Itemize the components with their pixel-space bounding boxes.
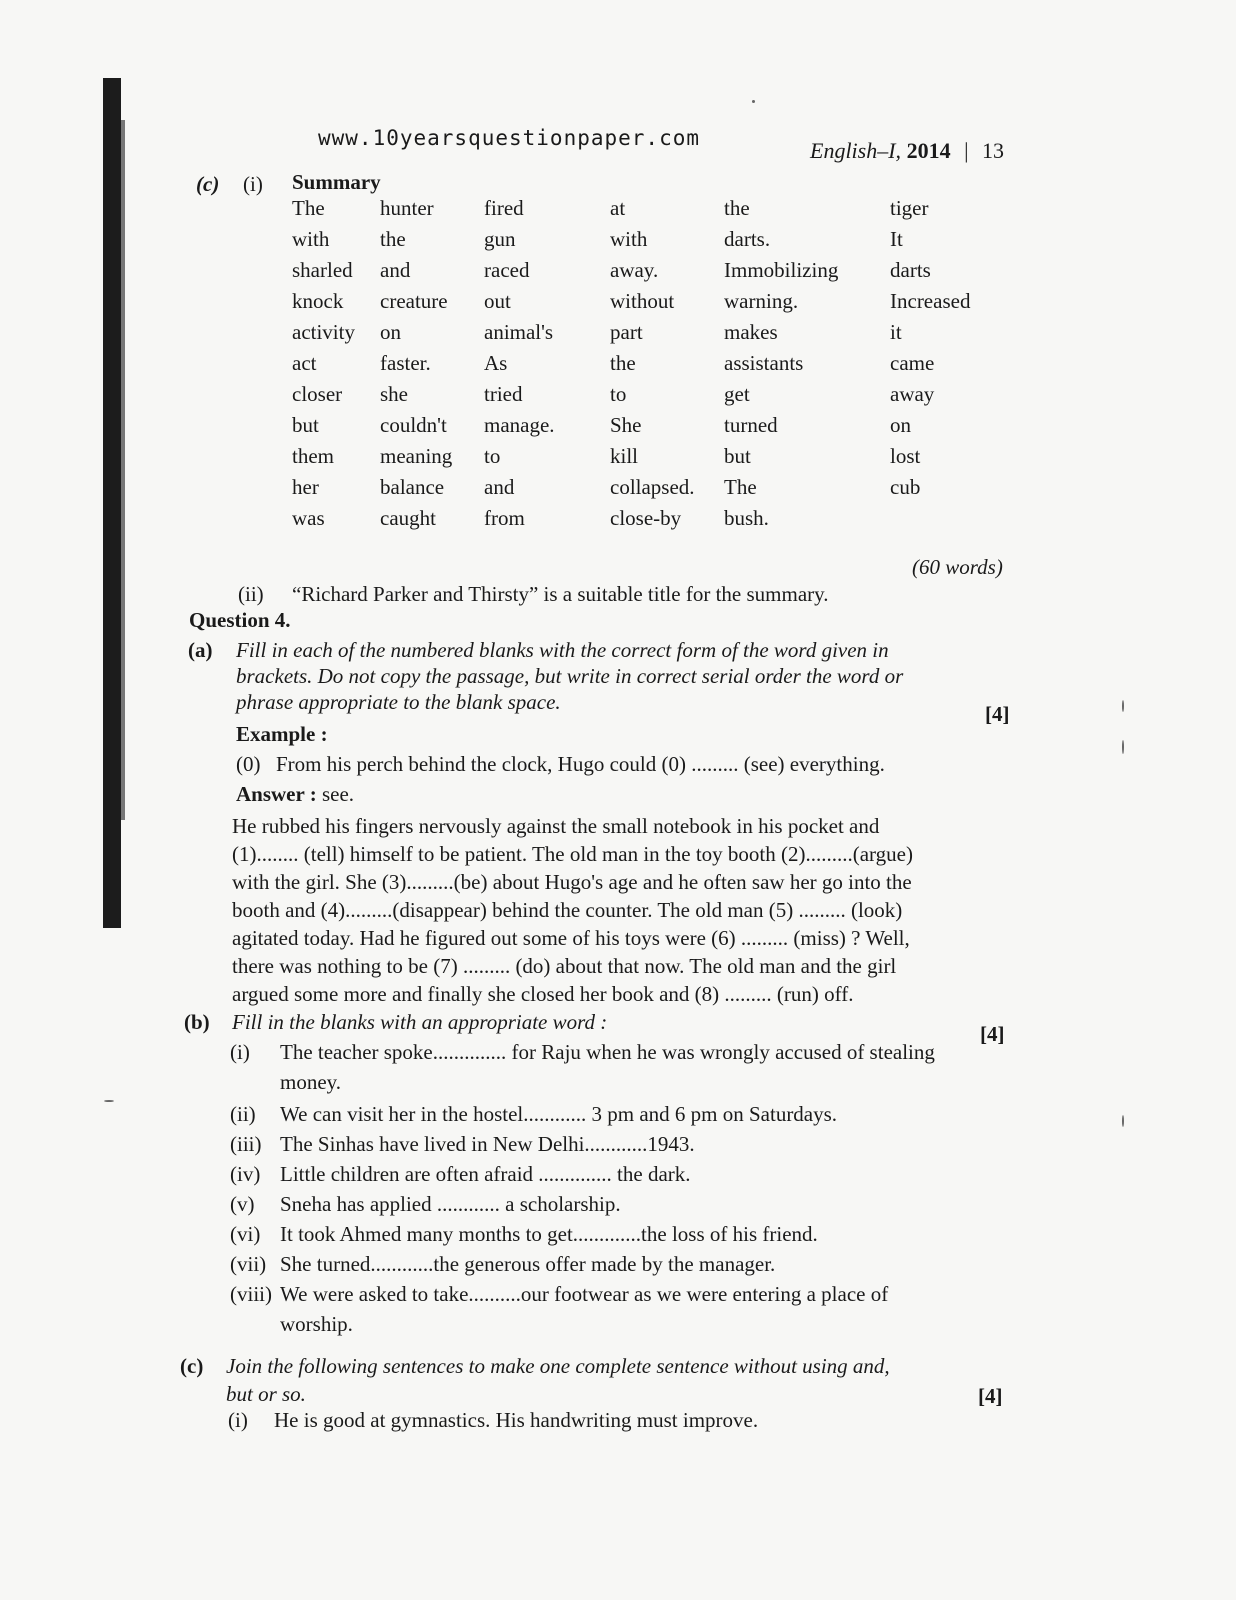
blank-item-text: The teacher spoke.............. for Raju when he was wrongly accused of stealing xyxy=(280,1040,935,1064)
summary-word: It xyxy=(890,227,903,251)
part-c-join-instruction xyxy=(226,1352,890,1408)
word-count: (60 words) xyxy=(912,555,1003,579)
blank-item-num: (iii) xyxy=(230,1132,262,1156)
summary-word: her xyxy=(292,475,319,499)
part-c-label: (c) xyxy=(196,172,220,196)
summary-word: The xyxy=(724,475,757,499)
answer-text: see. xyxy=(316,782,355,806)
summary-word: the xyxy=(380,227,406,251)
summary-word: She xyxy=(610,413,642,437)
summary-word: tiger xyxy=(890,196,929,220)
summary-word: sharled xyxy=(292,258,353,282)
summary-word: balance xyxy=(380,475,445,499)
scan-binding-edge xyxy=(103,78,121,928)
summary-word: get xyxy=(724,382,750,406)
marks-b: [4] xyxy=(980,1022,1005,1046)
summary-word: collapsed. xyxy=(610,475,695,499)
instruction-line: Fill in each of the numbered blanks with the correct form of the word given in xyxy=(236,638,889,662)
summary-word: act xyxy=(292,351,317,375)
blank-item-text: She turned............the generous offer made by the manager. xyxy=(280,1252,776,1276)
summary-word: makes xyxy=(724,320,778,344)
summary-word: fired xyxy=(484,196,524,220)
summary-word: part xyxy=(610,320,643,344)
passage xyxy=(232,812,913,1008)
summary-word: came xyxy=(890,351,935,375)
summary-word: hunter xyxy=(380,196,434,220)
part-a-label: (a) xyxy=(188,638,213,662)
summary-word: to xyxy=(484,444,501,468)
instruction-line: brackets. Do not copy the passage, but write in correct serial order the word or xyxy=(236,664,904,688)
blank-item-text: Little children are often afraid .............. the dark. xyxy=(280,1162,691,1186)
page-header xyxy=(810,138,1004,164)
scan-speck xyxy=(1122,1115,1124,1127)
summary-word: darts. xyxy=(724,227,771,251)
summary-word: kill xyxy=(610,444,639,468)
summary-word: away. xyxy=(610,258,659,282)
summary-word: it xyxy=(890,320,902,344)
summary-word: them xyxy=(292,444,334,468)
summary-word: darts xyxy=(890,258,931,282)
instruction-line: phrase appropriate to the blank space. xyxy=(236,690,561,714)
summary-word: but xyxy=(724,444,751,468)
example-answer xyxy=(236,782,354,807)
passage-line: agitated today. Had he figured out some of his toys were (6) ......... (miss) ? Well, xyxy=(232,926,910,950)
summary-word: cub xyxy=(890,475,921,499)
passage-line: with the girl. She (3).........(be) about Hugo's age and he often saw her go into the xyxy=(232,870,912,894)
passage-line: argued some more and finally she closed her book and (8) ......... (run) off. xyxy=(232,982,854,1006)
summary-word: on xyxy=(890,413,911,437)
question-heading: Question 4. xyxy=(189,608,291,632)
summary-word: from xyxy=(484,506,525,530)
scan-speck xyxy=(1122,740,1124,754)
summary-word: was xyxy=(292,506,325,530)
scan-binding-shadow xyxy=(121,120,125,820)
example-num: (0) xyxy=(236,752,261,776)
header-subject: English–I, xyxy=(810,138,902,163)
summary-word: the xyxy=(610,351,636,375)
summary-word: knock xyxy=(292,289,344,313)
blank-item-text: worship. xyxy=(280,1312,353,1336)
join-item-text: He is good at gymnastics. His handwriting must improve. xyxy=(274,1408,759,1432)
header-year: 2014 xyxy=(906,138,951,163)
summary-word: caught xyxy=(380,506,436,530)
passage-line: (1)........ (tell) himself to be patient. The old man in the toy booth (2).........(argue) xyxy=(232,842,913,866)
passage-line: booth and (4).........(disappear) behind the counter. The old man (5) ......... (look) xyxy=(232,898,903,922)
scan-speck xyxy=(752,100,755,103)
blank-item-text: We were asked to take..........our footwear as we were entering a place of xyxy=(280,1282,889,1306)
part-a-instruction xyxy=(236,637,903,715)
marks-a: [4] xyxy=(985,702,1010,726)
summary-word: turned xyxy=(724,413,778,437)
header-separator: | xyxy=(964,138,969,163)
summary-word: activity xyxy=(292,320,355,344)
header-url: www.10yearsquestionpaper.com xyxy=(318,126,701,150)
blank-item-num: (vii) xyxy=(230,1252,267,1276)
title-answer: “Richard Parker and Thirsty” is a suitable title for the summary. xyxy=(292,582,829,606)
blank-item-text: We can visit her in the hostel............ 3 pm and 6 pm on Saturdays. xyxy=(280,1102,838,1126)
summary-word: tried xyxy=(484,382,523,406)
part-c-sub-i: (i) xyxy=(243,172,263,196)
summary-word: creature xyxy=(380,289,448,313)
summary-word: lost xyxy=(890,444,921,468)
summary-word: animal's xyxy=(484,320,554,344)
summary-word: to xyxy=(610,382,627,406)
summary-word: Increased xyxy=(890,289,971,313)
passage-line: He rubbed his fingers nervously against the small notebook in his pocket and xyxy=(232,814,880,838)
blank-item-num: (v) xyxy=(230,1192,255,1216)
summary-word: close-by xyxy=(610,506,682,530)
blank-item-text: It took Ahmed many months to get.............the loss of his friend. xyxy=(280,1222,818,1246)
blank-item-num: (ii) xyxy=(230,1102,256,1126)
instruction-line: but or so. xyxy=(226,1382,306,1406)
join-item-num: (i) xyxy=(228,1408,248,1432)
answer-label: Answer : xyxy=(236,782,317,806)
part-b-label: (b) xyxy=(184,1010,210,1034)
summary-word: and xyxy=(484,475,515,499)
summary-heading: Summary xyxy=(292,170,381,194)
scan-speck xyxy=(1122,700,1124,712)
summary-word: on xyxy=(380,320,401,344)
summary-word: raced xyxy=(484,258,530,282)
summary-word: but xyxy=(292,413,319,437)
part-b-instruction: Fill in the blanks with an appropriate word : xyxy=(232,1010,608,1034)
summary-word: with xyxy=(292,227,330,251)
blank-item-text: money. xyxy=(280,1070,342,1094)
summary-word: The xyxy=(292,196,325,220)
scan-speck xyxy=(104,1100,114,1102)
blank-item-num: (viii) xyxy=(230,1282,272,1306)
summary-word: with xyxy=(610,227,648,251)
summary-word: manage. xyxy=(484,413,555,437)
blank-item-text: The Sinhas have lived in New Delhi............1943. xyxy=(280,1132,695,1156)
summary-word: faster. xyxy=(380,351,431,375)
summary-word: the xyxy=(724,196,750,220)
summary-word: assistants xyxy=(724,351,804,375)
summary-word: away xyxy=(890,382,935,406)
part-c-sub-ii: (ii) xyxy=(238,582,264,606)
summary-word: closer xyxy=(292,382,343,406)
instruction-line: Join the following sentences to make one complete sentence without using and, xyxy=(226,1354,890,1378)
page-number: 13 xyxy=(981,138,1004,163)
blank-item-num: (i) xyxy=(230,1040,250,1064)
marks-c: [4] xyxy=(978,1384,1003,1408)
example-text: From his perch behind the clock, Hugo could (0) ......... (see) everything. xyxy=(276,752,885,776)
summary-word: Immobilizing xyxy=(724,258,839,282)
summary-word: and xyxy=(380,258,411,282)
passage-line: there was nothing to be (7) ......... (do) about that now. The old man and the girl xyxy=(232,954,897,978)
blank-item-text: Sneha has applied ............ a scholarship. xyxy=(280,1192,621,1216)
summary-word: warning. xyxy=(724,289,799,313)
summary-word: without xyxy=(610,289,675,313)
summary-word: gun xyxy=(484,227,516,251)
summary-word: couldn't xyxy=(380,413,447,437)
blank-item-num: (vi) xyxy=(230,1222,261,1246)
summary-word: out xyxy=(484,289,511,313)
summary-word: As xyxy=(484,351,508,375)
summary-word: meaning xyxy=(380,444,453,468)
summary-word: bush. xyxy=(724,506,769,530)
blank-item-num: (iv) xyxy=(230,1162,261,1186)
part-c-join-label: (c) xyxy=(180,1354,204,1378)
example-heading: Example : xyxy=(236,722,328,746)
summary-word: she xyxy=(380,382,408,406)
summary-word: at xyxy=(610,196,626,220)
